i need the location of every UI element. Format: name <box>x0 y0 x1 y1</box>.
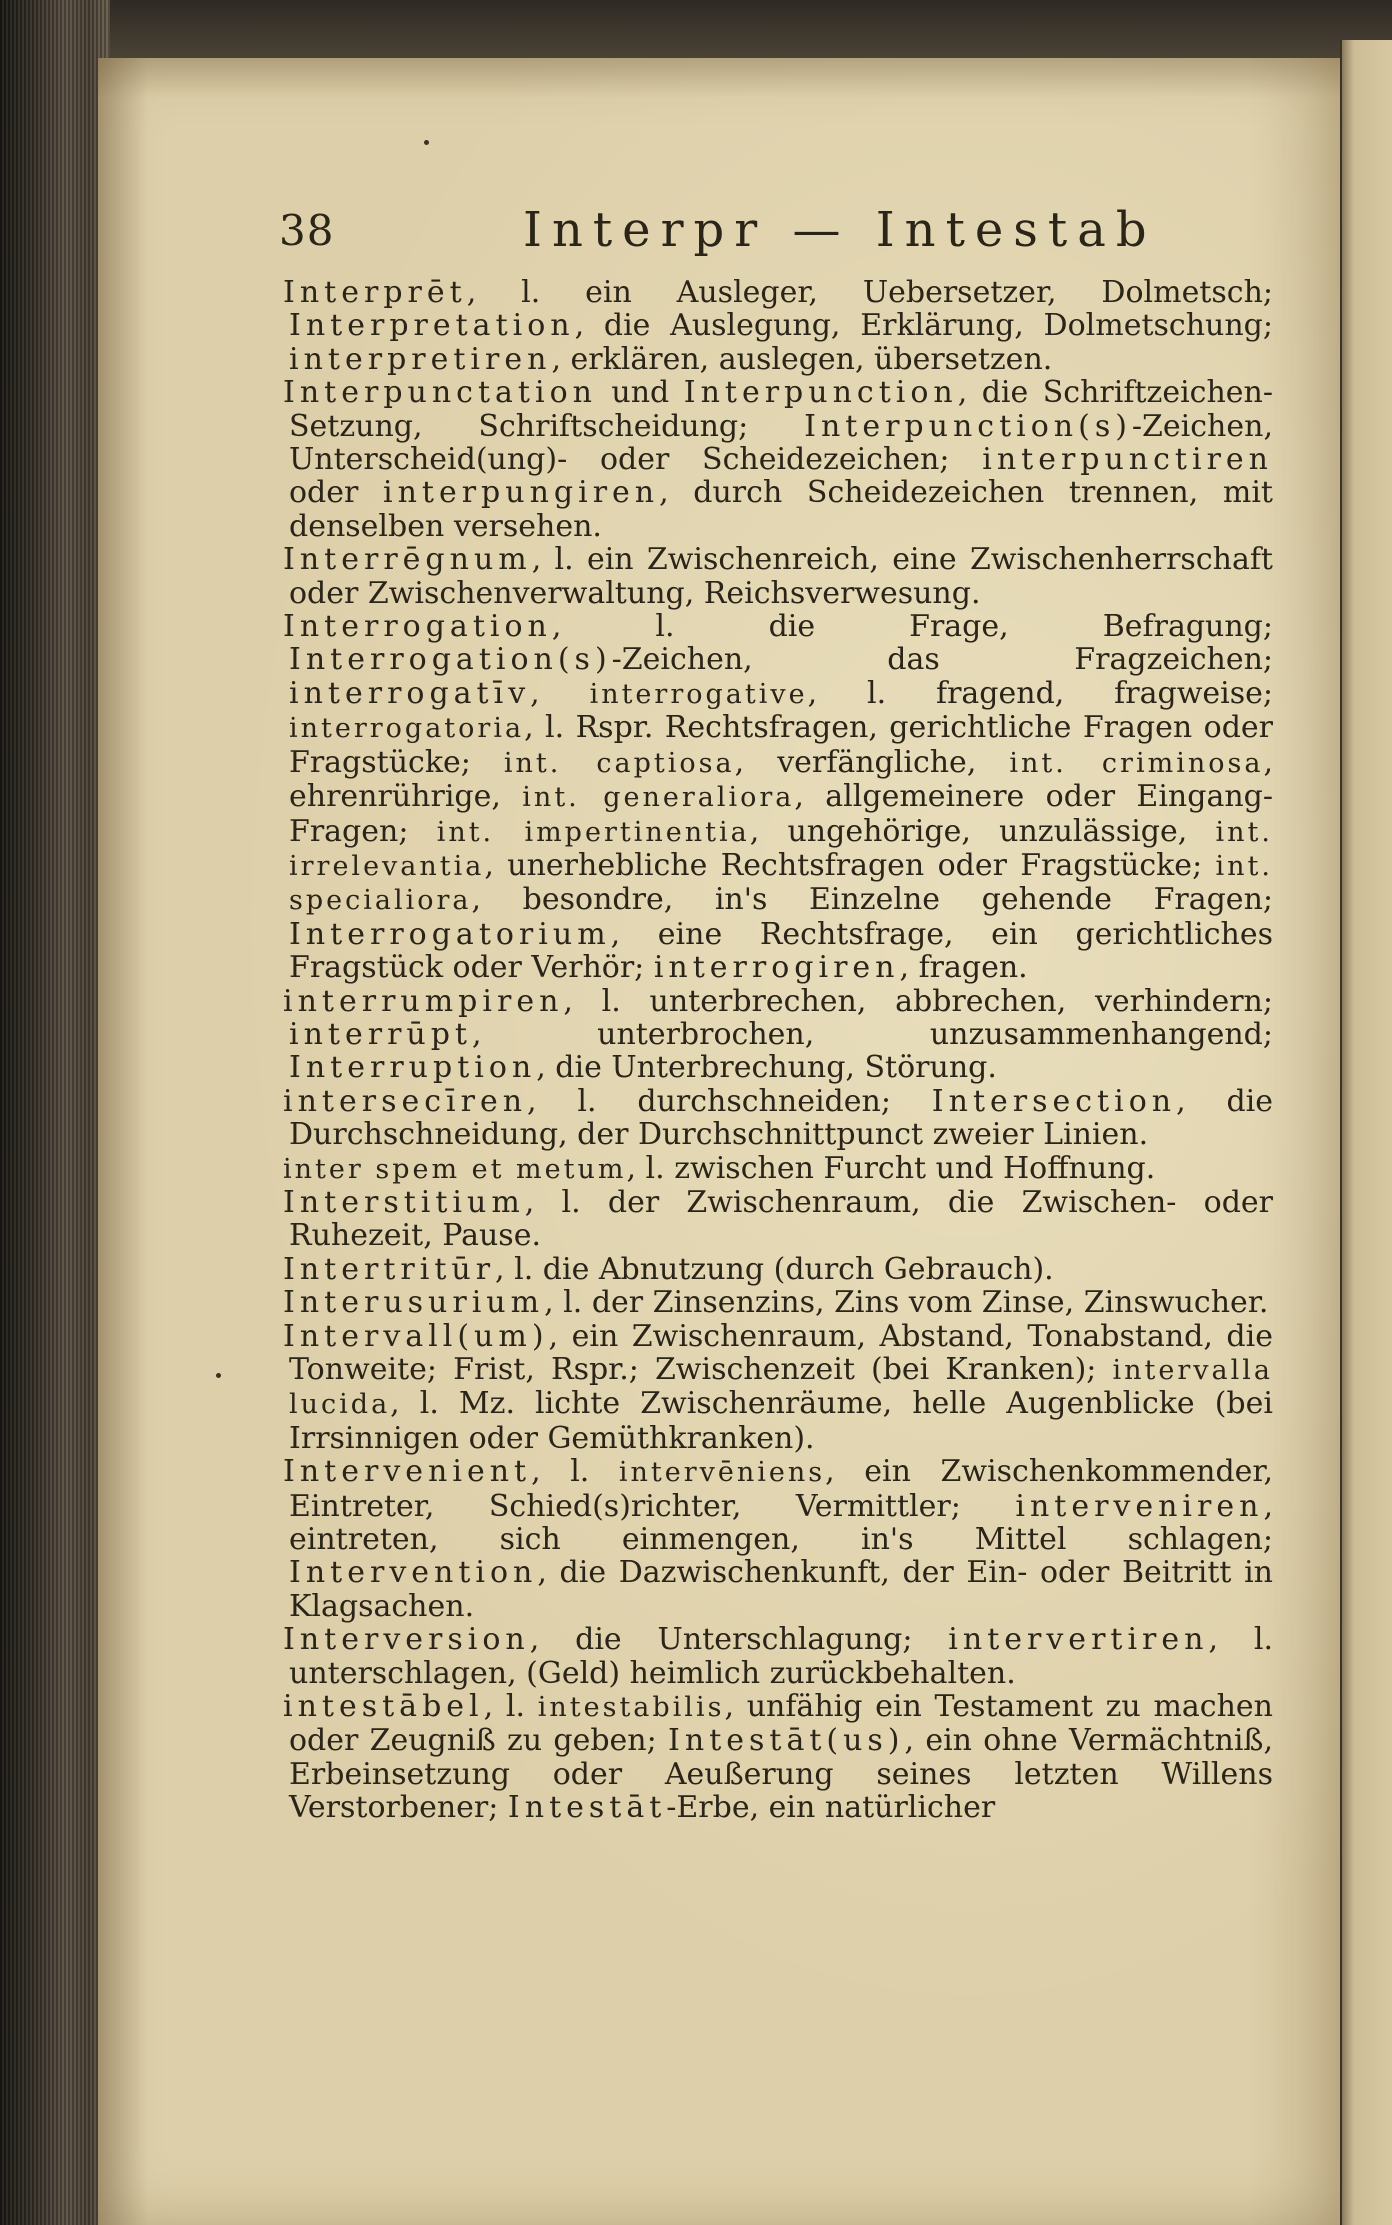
entry-interversion <box>283 1623 1273 1690</box>
latin-term: int. specialiora <box>289 850 1273 917</box>
latin-term: int. generaliora <box>522 782 795 814</box>
entry-interusurium <box>283 1286 1273 1319</box>
definition-text: , l. ein Ausleger, Uebersetzer, Dolmetsch; <box>466 275 1273 310</box>
definition-text: , fragen. <box>899 950 1028 986</box>
headword: Interruption <box>289 1050 537 1086</box>
definition-text: , ein ohne Vermächtniß, Erbeinsetzung oder Aeußerung seines letzten Willens Verstorbener; <box>289 1723 1274 1826</box>
definition-text: , l. durchschneiden; <box>527 1083 932 1119</box>
headword: Interusurium <box>283 1285 545 1321</box>
definition-text: , die Dazwischenkunft, der Ein- oder Beitritt in Klagsachen. <box>289 1555 1273 1624</box>
headword: interpretiren <box>289 341 552 377</box>
ink-speck <box>424 140 429 145</box>
entry-intertritur <box>283 1253 1273 1286</box>
definition-text: , l. fragend, fragweise; <box>807 675 1273 711</box>
headword: interrogatīv <box>289 675 531 711</box>
definition-text: , l. unterbrechen, abbrechen, verhindern; <box>563 983 1273 1019</box>
definition-text: , die Unterbrechung, Störung. <box>536 1050 997 1086</box>
latin-term: interrogative <box>589 678 808 710</box>
definition-text: , l. <box>531 1454 619 1490</box>
scan-background <box>98 0 1392 60</box>
latin-term: intervalla lucida <box>289 1355 1273 1421</box>
running-header <box>279 202 1273 262</box>
definition-text: -Erbe, ein natürlicher <box>666 1790 996 1826</box>
definition-text: , allgemeinere oder Eingang-Fragen; <box>289 779 1273 849</box>
definition-text: , erklären, auslegen, übersetzen. <box>551 341 1053 377</box>
definition-text: -Zeichen, Unterscheid(ung)- oder Scheidezeichen; <box>289 408 1273 478</box>
headword: Interrogatorium <box>289 916 611 952</box>
definition-text: , verfängliche, <box>734 744 1010 780</box>
entry-interrumpiren <box>283 985 1273 1085</box>
entry-intervenient <box>283 1455 1273 1623</box>
headword: Interrogation <box>283 609 552 645</box>
definition-text: , l. unterschlagen, (Geld) heimlich zurückbehalten. <box>289 1622 1273 1691</box>
headword: interveniren <box>1015 1488 1264 1524</box>
latin-term: int. criminosa <box>1009 747 1264 779</box>
page-number: 38 <box>279 206 335 255</box>
definition-text: , besondre, in's Einzelne gehende Fragen; <box>471 882 1273 918</box>
entry-interregnum <box>283 543 1273 610</box>
definition-text: , unfähig ein Testament zu machen oder Zeugniß zu geben; <box>289 1689 1273 1759</box>
definition-text: , die Durchschneidung, der Durchschnittpunct zweier Linien. <box>289 1083 1273 1153</box>
entry-intersecieren <box>283 1085 1273 1152</box>
definition-text: oder <box>289 475 383 511</box>
definition-text: , die Unterschlagung; <box>529 1622 949 1658</box>
book-page-edges <box>0 0 110 2225</box>
headword: Interprēt <box>283 275 467 310</box>
dictionary-entries <box>283 276 1273 1825</box>
latin-term: int. irrelevantia <box>289 816 1273 882</box>
latin-term: inter spem et metum <box>283 1153 627 1185</box>
headword: Interpunction <box>683 375 958 411</box>
headword: intervertiren <box>948 1622 1209 1658</box>
entry-intestabel <box>283 1690 1273 1825</box>
headword: interrūpt <box>289 1016 472 1052</box>
latin-term: intestabilis <box>537 1692 725 1724</box>
definition-text: , unerhebliche Rechtsfragen oder Fragstücke; <box>484 847 1216 883</box>
facing-page-edge <box>1340 40 1392 2225</box>
latin-term: intervēniens <box>618 1457 826 1489</box>
definition-text: , l. zwischen Furcht und Hoffnung. <box>626 1150 1156 1186</box>
headword: interrumpiren <box>283 983 564 1019</box>
definition-text: , l. Rspr. Rechtsfragen, gerichtliche Fragen oder Fragstücke; <box>289 710 1273 780</box>
headword: Interpretation <box>289 308 575 344</box>
definition-text: , ein Zwischenraum, Abstand, Tonabstand, die Tonweite; Frist, Rspr.; Zwischenzeit (bei Kranken); <box>289 1318 1273 1387</box>
headword: Intervall(um) <box>283 1318 549 1354</box>
entry-interstitium <box>283 1186 1273 1253</box>
definition-text: , die Auslegung, Erklärung, Dolmetschung; <box>574 308 1273 344</box>
headword: Intertritūr <box>283 1251 496 1287</box>
entry-inter-spem-et-metum <box>283 1152 1273 1186</box>
latin-term: int. captiosa <box>503 747 735 779</box>
headword: Intestāt(us) <box>668 1723 905 1759</box>
header-title: Interpr — Intestab <box>523 202 1157 258</box>
headword: Interstitium <box>283 1184 525 1220</box>
headword: Intervenient <box>283 1454 532 1490</box>
definition-text: , l. der Zinsenzins, Zins vom Zinse, Zinswucher. <box>544 1285 1269 1321</box>
headword: intestābel <box>283 1689 484 1725</box>
ink-speck <box>216 1373 221 1378</box>
definition-text: , l. die Abnutzung (durch Gebrauch). <box>495 1251 1054 1287</box>
definition-text: -Zeichen, das Fragzeichen; <box>611 642 1273 678</box>
definition-text: und <box>596 375 684 411</box>
entry-interpunctation <box>283 376 1273 543</box>
definition-text: , ehrenrührige, <box>289 744 1273 815</box>
definition-text: , <box>530 675 590 711</box>
headword: Interpunction(s) <box>804 408 1132 444</box>
entry-interpret <box>283 276 1273 376</box>
definition-text: , l. Mz. lichte Zwischenräume, helle Augenblicke (bei Irrsinnigen oder Gemüthkranken). <box>289 1386 1273 1456</box>
definition-text: , eintreten, sich einmengen, in's Mittel schlagen; <box>289 1488 1273 1558</box>
headword: interpunctiren <box>982 442 1273 478</box>
entry-interrogation <box>283 610 1273 984</box>
headword: Interpunctation <box>283 375 597 411</box>
headword: interrogiren <box>653 950 900 986</box>
definition-text: , l. der Zwischenraum, die Zwischen- oder Ruhezeit, Pause. <box>289 1184 1273 1254</box>
definition-text: , durch Scheidezeichen trennen, mit denselben versehen. <box>289 475 1273 544</box>
definition-text: , eine Rechtsfrage, ein gerichtliches Fragstück oder Verhör; <box>289 916 1273 986</box>
latin-term: int. impertinentia <box>436 816 750 848</box>
headword: Interrogation(s) <box>289 642 612 678</box>
headword: Interversion <box>283 1622 530 1658</box>
headword: Intestāt <box>507 1790 667 1826</box>
headword: intersecīren <box>283 1083 528 1119</box>
definition-text: , die Schriftzeichen-Setzung, Schriftscheidung; <box>289 375 1273 444</box>
definition-text: , unterbrochen, unzusammenhangend; <box>472 1016 1273 1052</box>
definition-text: , l. ein Zwischenreich, eine Zwischenherrschaft oder Zwischenverwaltung, Reichsverwesung. <box>289 542 1273 611</box>
definition-text: , l. <box>483 1689 538 1725</box>
definition-text: , ungehörige, unzulässige, <box>749 813 1216 849</box>
headword: Interrēgnum <box>283 542 532 578</box>
latin-term: interrogatoria <box>289 713 525 745</box>
definition-text: , l. die Frage, Befragung; <box>551 609 1273 645</box>
headword: Intersection <box>931 1083 1177 1119</box>
entry-intervall <box>283 1320 1273 1456</box>
headword: Intervention <box>289 1555 538 1591</box>
headword: interpungiren <box>382 475 660 511</box>
definition-text: , ein Zwischenkommender, Eintreter, Schied(s)richter, Vermittler; <box>289 1454 1273 1524</box>
